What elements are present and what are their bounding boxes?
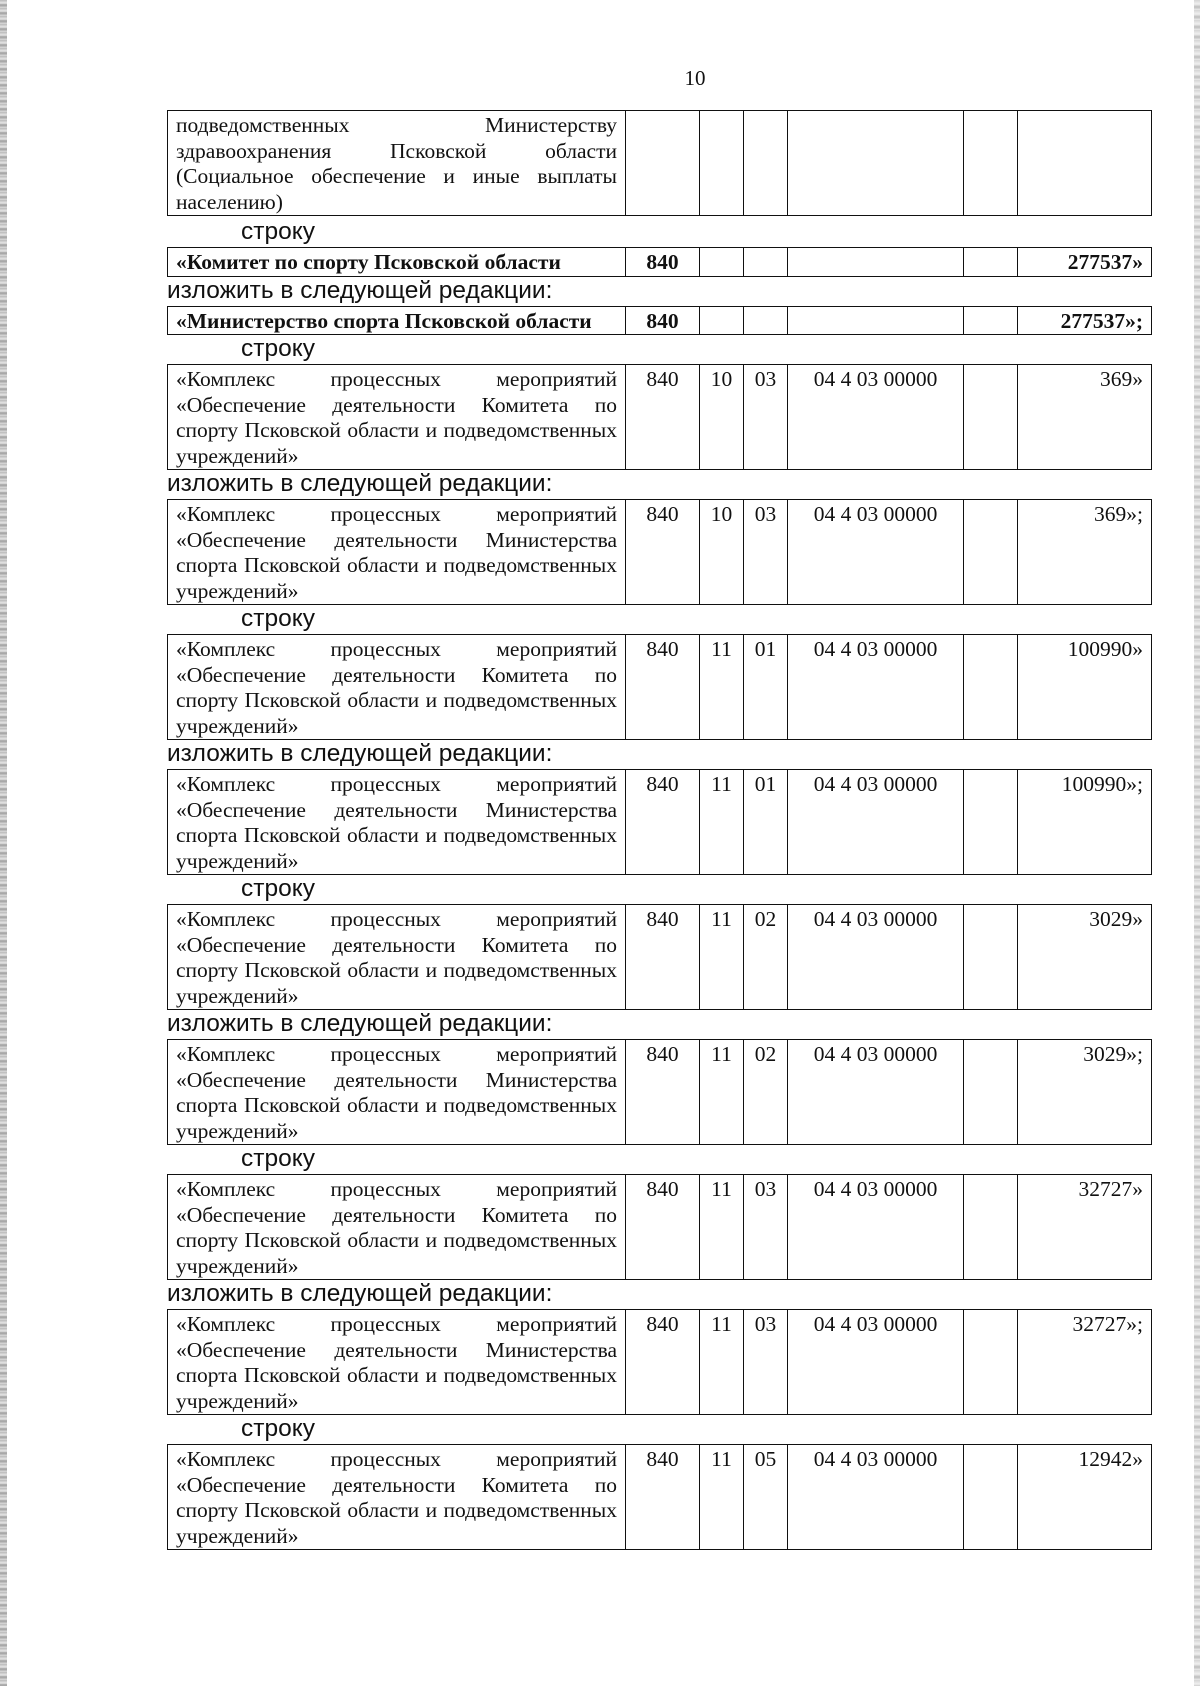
subsection-cell: 05 bbox=[744, 1445, 788, 1550]
target-article-cell: 04 4 03 00000 bbox=[788, 1310, 964, 1415]
ministry-code-cell: 840 bbox=[626, 905, 700, 1010]
target-article-cell bbox=[788, 111, 964, 216]
amount-cell: 32727»; bbox=[1018, 1310, 1152, 1415]
amount-cell: 32727» bbox=[1018, 1175, 1152, 1280]
budget-table-row bbox=[167, 769, 1152, 875]
amount-cell: 277537» bbox=[1018, 248, 1152, 277]
ministry-code-cell: 840 bbox=[626, 1175, 700, 1280]
section-cell: 11 bbox=[700, 1445, 744, 1550]
budget-table-row bbox=[167, 499, 1152, 605]
section-cell: 11 bbox=[700, 1040, 744, 1145]
expense-name-cell: подведомственных Министерству здравоохранения Псковской области (Социальное обеспечение и иные выплаты населению) bbox=[176, 113, 617, 214]
target-article-cell: 04 4 03 00000 bbox=[788, 365, 964, 470]
ministry-code-cell: 840 bbox=[626, 770, 700, 875]
expense-type-cell bbox=[964, 1040, 1018, 1145]
ministry-code-cell: 840 bbox=[626, 306, 700, 335]
subsection-cell: 01 bbox=[744, 770, 788, 875]
expense-name-cell: «Комплекс процессных мероприятий «Обеспечение деятельности Министерства спорта Псковской области и подведомственных учреждений» bbox=[176, 502, 617, 603]
expense-name-cell: «Комплекс процессных мероприятий «Обеспечение деятельности Комитета по спорту Псковской области и подведомственных учреждений» bbox=[176, 1447, 617, 1548]
section-cell: 11 bbox=[700, 635, 744, 740]
instruction-line-stroku: строку bbox=[241, 605, 315, 632]
target-article-cell: 04 4 03 00000 bbox=[788, 770, 964, 875]
instruction-line-new-edition: изложить в следующей редакции: bbox=[167, 470, 553, 497]
budget-table-row bbox=[167, 1174, 1152, 1280]
ministry-code-cell: 840 bbox=[626, 1040, 700, 1145]
subsection-cell: 02 bbox=[744, 905, 788, 1010]
section-cell: 11 bbox=[700, 1175, 744, 1280]
expense-name-cell: «Комплекс процессных мероприятий «Обеспечение деятельности Министерства спорта Псковской области и подведомственных учреждений» bbox=[176, 772, 617, 873]
subsection-cell bbox=[744, 111, 788, 216]
expense-name-cell: «Комплекс процессных мероприятий «Обеспечение деятельности Министерства спорта Псковской области и подведомственных учреждений» bbox=[176, 1312, 617, 1413]
expense-type-cell bbox=[964, 770, 1018, 875]
expense-type-cell bbox=[964, 306, 1018, 335]
target-article-cell: 04 4 03 00000 bbox=[788, 1040, 964, 1145]
amount-cell: 3029» bbox=[1018, 905, 1152, 1010]
budget-table-row bbox=[167, 634, 1152, 740]
expense-name-cell: «Комплекс процессных мероприятий «Обеспечение деятельности Комитета по спорту Псковской области и подведомственных учреждений» bbox=[176, 1177, 617, 1278]
subsection-cell: 01 bbox=[744, 635, 788, 740]
expense-type-cell bbox=[964, 1445, 1018, 1550]
amount-cell: 3029»; bbox=[1018, 1040, 1152, 1145]
instruction-line-new-edition: изложить в следующей редакции: bbox=[167, 1010, 553, 1037]
ministry-code-cell: 840 bbox=[626, 1445, 700, 1550]
budget-table-row bbox=[167, 1444, 1152, 1550]
amount-cell: 100990»; bbox=[1018, 770, 1152, 875]
subsection-cell: 03 bbox=[744, 1175, 788, 1280]
budget-table-row bbox=[167, 110, 1152, 216]
expense-name-cell: «Комплекс процессных мероприятий «Обеспечение деятельности Комитета по спорту Псковской области и подведомственных учреждений» bbox=[176, 367, 617, 468]
target-article-cell: 04 4 03 00000 bbox=[788, 1445, 964, 1550]
subsection-cell bbox=[744, 248, 788, 277]
expense-type-cell bbox=[964, 248, 1018, 277]
amount-cell: 100990» bbox=[1018, 635, 1152, 740]
target-article-cell bbox=[788, 248, 964, 277]
expense-type-cell bbox=[964, 635, 1018, 740]
instruction-line-new-edition: изложить в следующей редакции: bbox=[167, 1280, 553, 1307]
scan-edge-right bbox=[1194, 0, 1200, 1686]
subsection-cell: 03 bbox=[744, 365, 788, 470]
expense-name-cell: «Комплекс процессных мероприятий «Обеспечение деятельности Комитета по спорту Псковской области и подведомственных учреждений» bbox=[176, 907, 617, 1008]
budget-table-row bbox=[167, 1309, 1152, 1415]
budget-table-row bbox=[167, 247, 1152, 277]
expense-type-cell bbox=[964, 111, 1018, 216]
expense-type-cell bbox=[964, 365, 1018, 470]
budget-table-row bbox=[167, 1039, 1152, 1145]
page-number: 10 bbox=[684, 66, 706, 90]
amount-cell: 12942» bbox=[1018, 1445, 1152, 1550]
target-article-cell: 04 4 03 00000 bbox=[788, 905, 964, 1010]
expense-name-cell: «Комплекс процессных мероприятий «Обеспечение деятельности Министерства спорта Псковской области и подведомственных учреждений» bbox=[176, 1042, 617, 1143]
expense-name-cell: «Министерство спорта Псковской области bbox=[176, 308, 592, 333]
budget-amendment-document bbox=[167, 110, 1151, 1550]
amount-cell: 277537»; bbox=[1018, 306, 1152, 335]
section-cell bbox=[700, 111, 744, 216]
budget-table-row bbox=[167, 904, 1152, 1010]
section-cell bbox=[700, 248, 744, 277]
ministry-code-cell: 840 bbox=[626, 1310, 700, 1415]
target-article-cell bbox=[788, 306, 964, 335]
amount-cell: 369» bbox=[1018, 365, 1152, 470]
budget-table-row bbox=[167, 306, 1152, 336]
section-cell bbox=[700, 306, 744, 335]
expense-type-cell bbox=[964, 1175, 1018, 1280]
ministry-code-cell: 840 bbox=[626, 248, 700, 277]
instruction-line-new-edition: изложить в следующей редакции: bbox=[167, 740, 553, 767]
target-article-cell: 04 4 03 00000 bbox=[788, 1175, 964, 1280]
instruction-line-stroku: строку bbox=[241, 1145, 315, 1172]
subsection-cell bbox=[744, 306, 788, 335]
target-article-cell: 04 4 03 00000 bbox=[788, 635, 964, 740]
ministry-code-cell bbox=[626, 111, 700, 216]
target-article-cell: 04 4 03 00000 bbox=[788, 500, 964, 605]
section-cell: 11 bbox=[700, 770, 744, 875]
expense-type-cell bbox=[964, 500, 1018, 605]
section-cell: 11 bbox=[700, 905, 744, 1010]
subsection-cell: 03 bbox=[744, 500, 788, 605]
expense-name-cell: «Комитет по спорту Псковской области bbox=[176, 250, 561, 274]
amount-cell: 369»; bbox=[1018, 500, 1152, 605]
ministry-code-cell: 840 bbox=[626, 500, 700, 605]
instruction-line-new-edition: изложить в следующей редакции: bbox=[167, 276, 553, 304]
budget-table-row bbox=[167, 364, 1152, 470]
subsection-cell: 03 bbox=[744, 1310, 788, 1415]
scan-edge-left bbox=[0, 0, 7, 1686]
instruction-line-stroku: строку bbox=[241, 1415, 315, 1442]
instruction-line-stroku: строку bbox=[241, 875, 315, 902]
expense-name-cell: «Комплекс процессных мероприятий «Обеспечение деятельности Комитета по спорту Псковской области и подведомственных учреждений» bbox=[176, 637, 617, 738]
ministry-code-cell: 840 bbox=[626, 635, 700, 740]
section-cell: 10 bbox=[700, 365, 744, 470]
section-cell: 10 bbox=[700, 500, 744, 605]
ministry-code-cell: 840 bbox=[626, 365, 700, 470]
amount-cell bbox=[1018, 111, 1152, 216]
expense-type-cell bbox=[964, 905, 1018, 1010]
instruction-line-stroku: строку bbox=[241, 335, 315, 362]
subsection-cell: 02 bbox=[744, 1040, 788, 1145]
expense-type-cell bbox=[964, 1310, 1018, 1415]
instruction-line-stroku: строку bbox=[241, 218, 315, 245]
section-cell: 11 bbox=[700, 1310, 744, 1415]
